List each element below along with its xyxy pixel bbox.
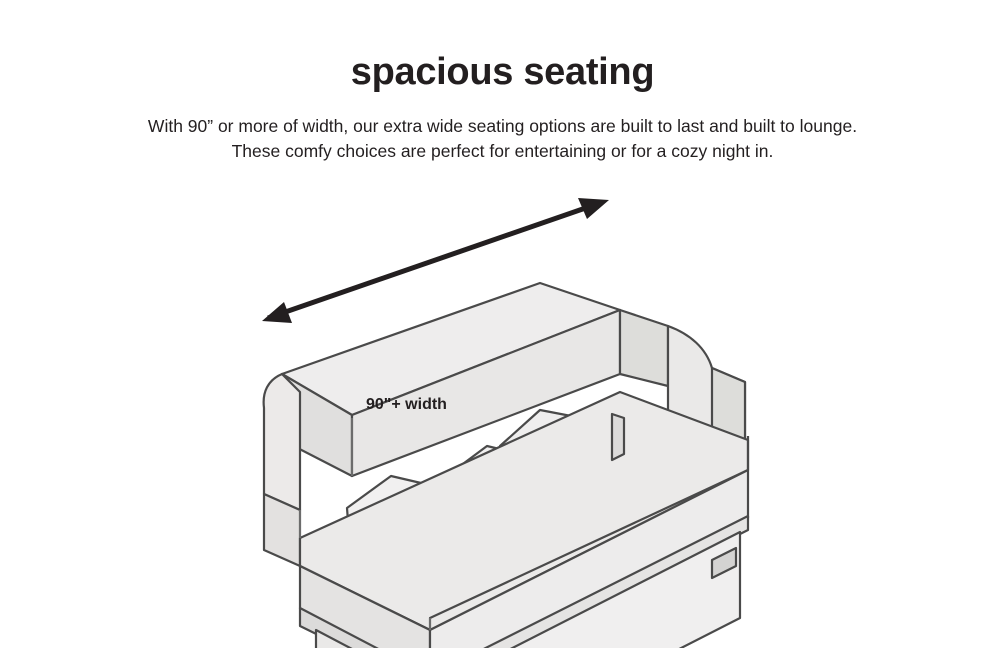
description-line-2: These comfy choices are perfect for entertaining or for a cozy night in. <box>231 141 774 162</box>
page-title: spacious seating <box>350 51 655 93</box>
description-line-1: With 90” or more of width, our extra wide seating options are built to last and built to lounge. <box>147 116 858 136</box>
dimension-label: 90"+ width <box>366 396 447 413</box>
sofa-illustration <box>0 178 1005 648</box>
description-text <box>0 114 1005 165</box>
sofa-diagram <box>0 178 1005 648</box>
